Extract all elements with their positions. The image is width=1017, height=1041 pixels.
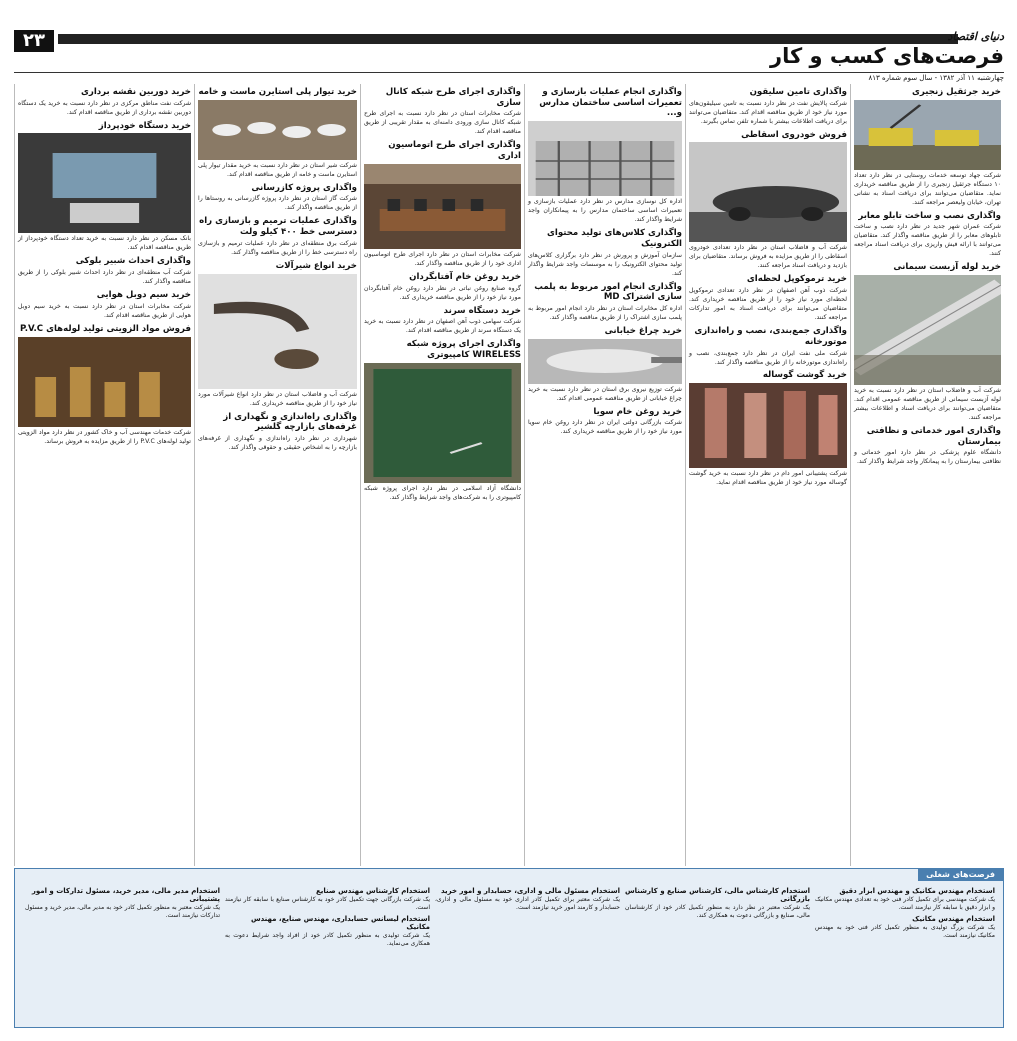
story-headline: خرید لوله آزبست سیمانی	[893, 262, 1001, 273]
news-column-2	[685, 84, 850, 866]
job-column-5	[25, 885, 220, 1025]
dateline: چهارشنبه ۱۱ آذر ۱۳۸۲ - سال سوم شماره ۸۱۳	[14, 72, 1004, 82]
news-column-4	[360, 84, 524, 866]
story-headline: واگذاری اجرای طرح اتوماسیون اداری	[388, 140, 521, 162]
job-column-1	[815, 885, 995, 1025]
news-story	[689, 326, 847, 367]
news-story	[854, 87, 1001, 208]
story-headline: واگذاری عملیات ترمیم و بازسازی راه دسترسی خط ۴۰۰ کیلو ولت	[199, 216, 357, 238]
story-body: بانک مسکن در نظر دارد نسبت به خرید تعداد دستگاه خودپرداز از طریق مناقصه اقدام کند.	[18, 235, 191, 252]
news-story	[18, 290, 191, 321]
job-column-3	[435, 885, 620, 1025]
story-headline: خرید انواع شیرآلات	[275, 260, 357, 271]
news-column-1	[850, 84, 1004, 866]
job-ad-body: یک شرکت معتبر برای تکمیل کادر اداری خود به مسئول مالی و اداری، حسابدار و کارمند امور خرید نیازمند است.	[435, 896, 620, 912]
news-story	[364, 140, 521, 268]
job-ad-body: یک شرکت معتبر در نظر دارد به منظور تکمیل کادر خود از کارشناسان مالی، صنایع و بازرگانی دعوت به همکاری کند.	[625, 904, 810, 920]
news-story	[18, 87, 191, 118]
news-story	[689, 274, 847, 323]
photo-spoons	[198, 100, 357, 160]
story-body: شرکت مخابرات استان در نظر دارد نسبت به اجرای طرح شبکه کانال سازی ورودی دامنه‌ای به مقدار تقریبی از طریق مناقصه اقدام کند.	[364, 110, 521, 136]
job-column-2	[625, 885, 810, 1025]
section-title: فرصت‌های کسب و کار	[769, 44, 1004, 68]
story-body: شرکت مخابرات استان در نظر دارد نسبت به خرید سیم دوبل هوایی از طریق مناقصه اقدام کند.	[18, 302, 191, 319]
story-headline: واگذاری احداث شبیر بلوکی	[75, 256, 191, 267]
job-ad-body: یک شرکت مهندسی برای تکمیل کادر فنی خود به تعدادی مهندس مکانیک و ابزار دقیق با سابقه کار نیازمند است.	[815, 896, 995, 912]
story-headline: واگذاری پروژه کازرسانی	[251, 182, 357, 193]
article-columns	[14, 84, 1004, 866]
header-rule	[58, 34, 958, 44]
story-body: سازمان آموزش و پرورش در نظر دارد برگزاری کلاس‌های تولید محتوای الکترونیک را به موسسات واجد شرایط واگذار کند.	[528, 251, 682, 277]
news-story	[198, 412, 357, 453]
story-headline: واگذاری انجام عملیات بازسازی و تعمیرات اساسی ساختمان مدارس و...	[539, 87, 682, 119]
story-headline: خرید دوربین نقشه برداری	[81, 87, 191, 97]
story-headline: خرید جرثقیل زنجیری	[912, 87, 1001, 97]
story-body: شرکت توزیع نیروی برق استان در نظر دارد نسبت به خرید چراغ خیابانی از طریق مناقصه عمومی اقدام کند.	[528, 385, 682, 402]
story-body: شرکت شیر استان در نظر دارد نسبت به خرید مقدار تیوار پلی استایرن ماست و خامه از طریق مناقصه اقدام کند.	[198, 161, 357, 178]
news-story	[689, 370, 847, 488]
story-body: دانشگاه علوم پزشکی در نظر دارد امور خدماتی و نظافتی بیمارستان را به پیمانکار واجد شرایط واگذار کند.	[854, 449, 1001, 466]
story-body: شرکت نفت مناطق مرکزی در نظر دارد نسبت به خرید یک دستگاه دوربین نقشه برداری از طریق مناقصه اقدام کند.	[18, 99, 191, 116]
job-ad-title: استخدام مهندس مکانیک و مهندس ابزار دقیق	[839, 887, 995, 895]
story-body: شرکت ملی نفت ایران در نظر دارد جمع‌بندی، نصب و راه‌اندازی موتورخانه را از طریق مناقصه واگذار کند.	[689, 349, 847, 366]
job-ad-title: استخدام لیسانس حسابداری، مهندس صنایع، مهندس مکانیک	[250, 914, 430, 931]
story-body: شرکت آب و فاضلاب استان در نظر دارد نسبت به خرید لوله آزبست سیمانی از طریق مناقصه عمومی اقدام کند. متقاضیان می‌توانند برای دریافت اسناد و اطلاعات بیشتر مراجعه کنند.	[854, 387, 1001, 422]
news-story	[854, 262, 1001, 423]
photo-cranes	[854, 100, 1001, 170]
story-headline: خرید دستگاه خودپرداز	[98, 120, 191, 131]
news-story	[18, 121, 191, 254]
news-column-3	[524, 84, 685, 866]
photo-lamp	[528, 339, 682, 384]
story-body: شرکت جهاد توسعه خدمات روستایی در نظر دارد تعداد ۱۰ دستگاه جرثقیل زنجیری را از طریق مناقصه خریداری نماید. متقاضیان می‌توانند برای دریافت اسناد به نشانی تهران، خیابان ولیعصر مراجعه کنند.	[854, 171, 1001, 206]
news-story	[689, 130, 847, 272]
news-story	[528, 228, 682, 278]
story-headline: واگذاری تامین سلیقون	[749, 87, 847, 97]
news-story	[364, 339, 521, 502]
job-ad-body: یک شرکت بزرگ تولیدی به منظور تکمیل کادر فنی خود به مهندس مکانیک نیازمند است.	[815, 923, 995, 940]
job-ad-body: یک شرکت تولیدی به منظور تکمیل کادر خود از افراد واجد شرایط دعوت به همکاری می‌نماید.	[225, 931, 430, 948]
news-column-5	[194, 84, 360, 866]
story-headline: خرید چراغ خیابانی	[604, 326, 682, 337]
story-headline: واگذاری کلاس‌های تولید محتوای الکترونیک	[547, 228, 682, 249]
story-body: شرکت پالایش نفت در نظر دارد نسبت به تامین سیلیقون‌های مورد نیاز خود از طریق مناقصه اقدام کند. متقاضیان می‌توانند برای دریافت اطلاعات بیشتر با شماره تلفن تماس بگیرند.	[689, 99, 847, 125]
news-story	[198, 216, 357, 257]
story-headline: واگذاری راه‌اندازی و نگهداری از غرفه‌های بازارچه گلشیر	[223, 411, 357, 433]
photo-atm	[18, 133, 191, 233]
news-story	[528, 326, 682, 404]
job-ad-body: یک شرکت معتبر به منظور تکمیل کادر خود به مدیر مالی، مدیر خرید و مسئول تدارکات نیازمند است.	[25, 904, 220, 920]
story-body: شرکت آب و فاضلاب استان در نظر دارد تعدادی خودروی اسقاطی را از طریق مزایده به فروش برساند. متقاضیان برای بازدید و دریافت اسناد مراجعه کنند.	[689, 244, 847, 270]
story-body: شرکت عمران شهر جدید در نظر دارد نصب و ساخت تابلوهای معابر را از طریق مناقصه واگذار کند. متقاضیان می‌توانند با ارائه فیش واریزی برای دریافت اسناد مراجعه کنند.	[854, 223, 1001, 258]
story-headline: خرید روغن خام سویا	[593, 406, 682, 417]
job-ad-title: استخدام کارشناس مالی، کارشناس صنایع و کارشناس بازرگانی	[625, 887, 810, 903]
job-opportunities-box	[14, 868, 1004, 1028]
news-story	[18, 324, 191, 447]
job-ad-title: استخدام مسئول مالی و اداری، حسابدار و امور خرید	[440, 887, 620, 895]
news-story	[364, 306, 521, 337]
story-body: اداره کل نوسازی مدارس در نظر دارد عملیات بازسازی و تعمیرات اساسی ساختمان مدارس را به پیمانکاران واجد شرایط واگذار کند.	[528, 198, 682, 224]
job-ad-body: یک شرکت بازرگانی جهت تکمیل کادر خود به کارشناس صنایع با سابقه کار نیازمند است.	[225, 896, 430, 912]
story-headline: فروش مواد الزویتی تولید لوله‌های P.V.C	[19, 323, 191, 334]
news-story	[198, 87, 357, 180]
story-body: شرکت آب منطقه‌ای در نظر دارد احداث شبیر بلوکی را از طریق مناقصه واگذار کند.	[18, 269, 191, 286]
job-ad-title: استخدام کارشناس مهندس صنایع	[315, 887, 430, 895]
story-body: اداره کل مخابرات استان در نظر دارد انجام امور مربوط به پلمب سازی اشتراک را از طریق مناقصه واگذار کند.	[528, 305, 682, 322]
story-body: شهرداری در نظر دارد راه‌اندازی و نگهداری از غرفه‌های بازارچه را به اشخاص حقیقی و حقوقی واگذار کند.	[198, 435, 357, 451]
photo-lab	[18, 337, 191, 427]
story-headline: واگذاری نصب و ساخت تابلو معابر	[858, 210, 1001, 221]
page-header	[14, 30, 1004, 82]
newspaper-brand: دنیای اقتصاد	[947, 30, 1004, 43]
news-story	[364, 272, 521, 303]
photo-meeting	[364, 164, 521, 249]
news-story	[198, 183, 357, 214]
story-headline: خرید سیم دوبل هوایی	[96, 290, 191, 301]
story-body: شرکت بازرگانی دولتی ایران در نظر دارد روغن خام سویا مورد نیاز خود را از طریق مناقصه خریداری کند.	[528, 419, 682, 436]
story-headline: خرید دستگاه سرند	[443, 305, 521, 316]
story-body: شرکت خدمات مهندسی آب و خاک کشور در نظر دارد مواد الزویتی تولید لوله‌های P.V.C را از طریق مزایده به فروش برساند.	[18, 428, 191, 445]
photo-car	[689, 142, 847, 242]
news-story	[528, 407, 682, 438]
story-body: شرکت گاز استان در نظر دارد پروژه گازرسانی به روستاها را از طریق مناقصه واگذار کند.	[198, 195, 357, 212]
story-body: شرکت آب و فاضلاب استان در نظر دارد انواع شیرآلات مورد نیاز خود را از طریق مناقصه خریداری کند.	[198, 390, 357, 407]
news-story	[854, 426, 1001, 467]
story-body: شرکت برق منطقه‌ای در نظر دارد عملیات ترمیم و بازسازی راه دسترسی خط را از طریق مناقصه واگذار کند.	[198, 239, 357, 256]
story-headline: خرید تیوار پلی استایرن ماست و خامه	[198, 87, 357, 97]
news-story	[528, 282, 682, 323]
news-story	[689, 87, 847, 127]
job-ad-title: استخدام مهندس مکانیک	[912, 914, 995, 923]
news-story	[18, 256, 191, 287]
story-headline: واگذاری اجرای پروژه شبکه WIRELESS کامپیوتری	[406, 339, 521, 360]
job-ad-title: استخدام مدیر مالی، مدیر خرید، مسئول تدارکات و امور پشتیبانی	[31, 887, 220, 903]
news-story	[528, 87, 682, 225]
story-body: شرکت پشتیبانی امور دام در نظر دارد نسبت به خرید گوشت گوساله مورد نیاز خود از طریق مناقصه اقدام نماید.	[689, 470, 847, 487]
story-headline: خرید گوشت گوساله	[762, 370, 847, 381]
story-headline: واگذاری اجرای طرح شبکه کانال سازی	[385, 87, 521, 108]
news-column-6	[14, 84, 194, 866]
story-headline: واگذاری جمع‌بندی، نصب و راه‌اندازی موتورخانه	[694, 326, 847, 347]
photo-board	[364, 363, 521, 483]
story-headline: خرید روغن خام آفتابگردان	[409, 271, 521, 282]
photo-pipeline	[854, 275, 1001, 385]
photo-faucet	[198, 274, 357, 389]
photo-meat	[689, 383, 847, 468]
job-section-label: فرصت‌های شغلی	[918, 869, 1003, 881]
page-number: ۲۳	[14, 30, 54, 52]
story-body: شرکت سهامی ذوب آهن اصفهان در نظر دارد نسبت به خرید یک دستگاه سرند از طریق مناقصه اقدام کند.	[364, 318, 521, 335]
story-headline: خرید ترموکوپل لحظه‌ای	[746, 274, 847, 285]
news-story	[364, 87, 521, 137]
story-headline: فروش خودروی اسقاطی	[741, 129, 847, 140]
story-body: دانشگاه آزاد اسلامی در نظر دارد اجرای پروژه شبکه کامپیوتری را به شرکت‌های واجد شرایط واگذار کند.	[364, 484, 521, 501]
photo-building	[528, 121, 682, 196]
story-headline: واگذاری امور خدماتی و نظافتی بیمارستان	[866, 426, 1001, 447]
job-column-4	[225, 885, 430, 1025]
news-story	[198, 261, 357, 409]
story-body: شرکت ذوب آهن اصفهان در نظر دارد تعدادی ترموکوپل لحظه‌ای مورد نیاز خود را از طریق مناقصه خریداری کند. متقاضیان می‌توانند برای دریافت اسناد به امور تدارکات مراجعه کنند.	[689, 287, 847, 322]
story-headline: واگذاری انجام امور مربوط به پلمب سازی اشتراک MD	[534, 281, 682, 303]
story-body: گروه صنایع روغن نباتی در نظر دارد روغن خام آفتابگردان مورد نیاز خود را از طریق مناقصه خریداری کند.	[364, 284, 521, 301]
story-body: شرکت مخابرات استان در نظر دارد اجرای طرح اتوماسیون اداری خود را از طریق مناقصه واگذار کند.	[364, 250, 521, 267]
news-story	[854, 211, 1001, 260]
